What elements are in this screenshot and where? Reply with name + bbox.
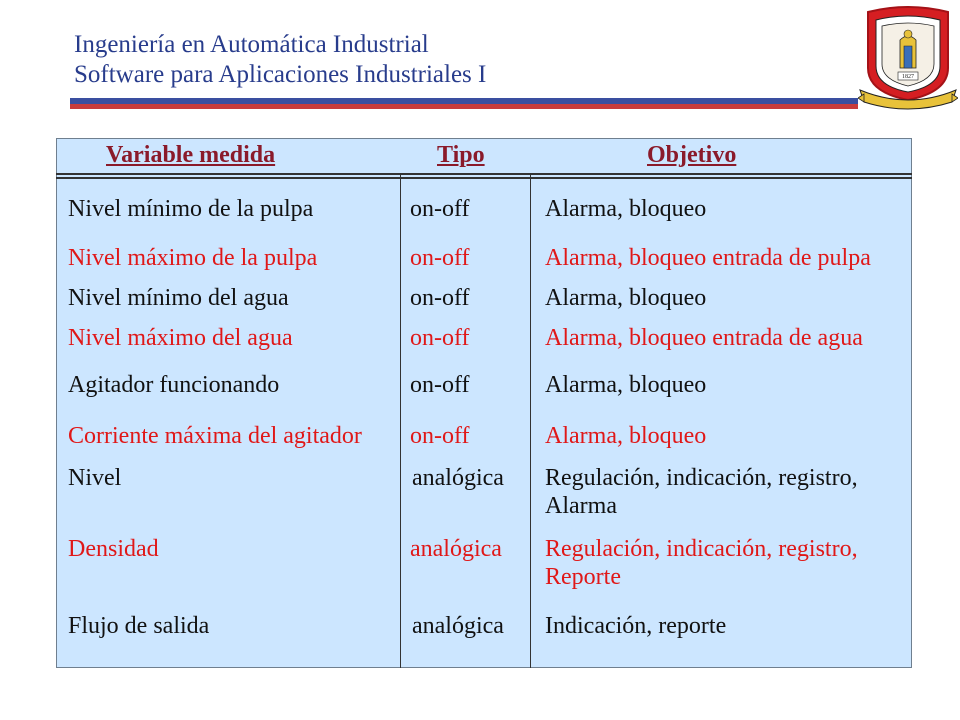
column-header-objetivo: Objetivo — [647, 142, 737, 168]
cell-tipo: on-off — [410, 325, 470, 351]
cell-objetivo: Alarma, bloqueo — [545, 372, 707, 398]
column-header-variable: Variable medida — [106, 142, 276, 168]
column-divider-2 — [530, 175, 531, 668]
cell-variable: Corriente máxima del agitador — [68, 423, 362, 449]
emblem-year: 1827 — [902, 74, 914, 80]
cell-tipo: on-off — [410, 245, 470, 271]
cell-tipo: analógica — [410, 536, 502, 562]
cell-objetivo: Alarma, bloqueo entrada de agua — [545, 325, 863, 351]
cell-variable: Densidad — [68, 536, 159, 562]
table-header-rule-1 — [56, 173, 912, 175]
cell-tipo: on-off — [410, 423, 470, 449]
course-title: Ingeniería en Automática Industrial — [74, 31, 429, 58]
cell-tipo: analógica — [412, 613, 504, 639]
cell-objetivo: Alarma, bloqueo entrada de pulpa — [545, 245, 871, 271]
cell-objetivo: Reporte — [545, 564, 621, 590]
cell-objetivo: Alarma, bloqueo — [545, 285, 707, 311]
cell-objetivo: Regulación, indicación, registro, — [545, 536, 858, 562]
cell-variable: Nivel máximo del agua — [68, 325, 293, 351]
cell-tipo: on-off — [410, 196, 470, 222]
cell-variable: Nivel máximo de la pulpa — [68, 245, 318, 271]
cell-variable: Nivel mínimo de la pulpa — [68, 196, 314, 222]
course-subtitle: Software para Aplicaciones Industriales I — [74, 61, 487, 88]
cell-tipo: on-off — [410, 285, 470, 311]
cell-objetivo: Indicación, reporte — [545, 613, 727, 639]
table-header-rule-2 — [56, 177, 912, 179]
column-divider-1 — [400, 175, 401, 668]
header-rule-red — [70, 104, 858, 109]
cell-variable: Nivel mínimo del agua — [68, 285, 289, 311]
cell-variable: Nivel — [68, 465, 122, 491]
column-header-tipo: Tipo — [437, 142, 485, 168]
cell-tipo: analógica — [412, 465, 504, 491]
cell-variable: Agitador funcionando — [68, 372, 280, 398]
cell-tipo: on-off — [410, 372, 470, 398]
university-crest-logo — [858, 6, 958, 110]
cell-objetivo: Alarma, bloqueo — [545, 423, 707, 449]
cell-variable: Flujo de salida — [68, 613, 210, 639]
cell-objetivo: Alarma, bloqueo — [545, 196, 707, 222]
cell-objetivo: Regulación, indicación, registro, — [545, 465, 858, 491]
cell-objetivo: Alarma — [545, 493, 617, 519]
